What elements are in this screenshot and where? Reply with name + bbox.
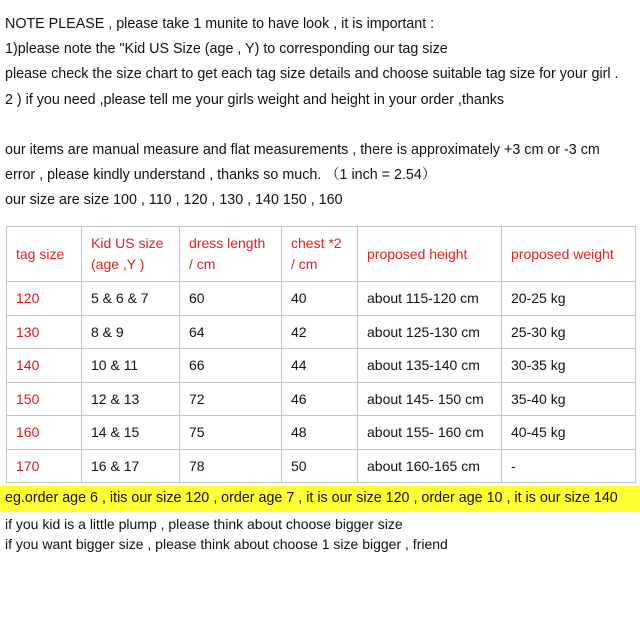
header-proposed-height: proposed height [358,227,502,282]
header-kid-us-size-line2: (age ,Y ) [91,256,145,272]
header-proposed-weight: proposed weight [502,227,636,282]
cell-chest: 42 [282,315,358,349]
table-row [7,282,636,316]
cell-kid-us-size: 5 & 6 & 7 [82,282,180,316]
cell-proposed-height: about 125-130 cm [358,315,502,349]
cell-kid-us-size: 12 & 13 [82,382,180,416]
example-highlight [0,486,640,512]
table-row [7,449,636,483]
footer-notes [5,515,448,554]
header-chest [282,227,358,282]
note-line-1: NOTE PLEASE , please take 1 munite to have look , it is important : [5,16,435,32]
size-chart [6,226,636,483]
header-chest-line1: chest *2 [291,235,342,251]
spacer [5,113,619,138]
note-line-3: please check the size chart to get each tag size details and choose suitable tag size for your girl . [5,66,619,83]
note-line-4: 2 ) if you need ,please tell me your girls weight and height in your order ,thanks [5,91,505,108]
note-line-6: error , please kindly understand , thanks so much. （1 inch = 2.54） [5,167,437,184]
cell-proposed-weight: 25-30 kg [502,315,636,349]
cell-kid-us-size: 8 & 9 [82,315,180,349]
cell-chest: 40 [282,282,358,316]
cell-proposed-height: about 145- 150 cm [358,382,502,416]
table-row [7,416,636,450]
note-line-7: our size are size 100 , 110 , 120 , 130 , 140 150 , 160 [5,192,343,209]
cell-proposed-weight: 40-45 kg [502,416,636,450]
cell-tag-size: 120 [7,282,82,316]
cell-dress-length: 64 [180,315,282,349]
example-text: eg.order age 6 , itis our size 120 , order age 7 , it is our size 120 , order age 10 , it is our size 140 [5,490,618,506]
size-table [6,226,636,483]
cell-tag-size: 130 [7,315,82,349]
cell-chest: 46 [282,382,358,416]
cell-dress-length: 75 [180,416,282,450]
cell-tag-size: 170 [7,449,82,483]
note-line-2: 1)please note the "Kid US Size (age , Y) to corresponding our tag size [5,41,448,58]
cell-tag-size: 160 [7,416,82,450]
footer-line-1: if you kid is a little plump , please think about choose bigger size [5,516,403,532]
cell-proposed-height: about 135-140 cm [358,349,502,383]
cell-dress-length: 72 [180,382,282,416]
cell-dress-length: 60 [180,282,282,316]
cell-proposed-weight: - [502,449,636,483]
footer-line-2: if you want bigger size , please think about choose 1 size bigger , friend [5,535,448,552]
cell-proposed-height: about 155- 160 cm [358,416,502,450]
table-row [7,349,636,383]
header-chest-line2: / cm [291,256,318,272]
cell-kid-us-size: 10 & 11 [82,349,180,383]
header-tag-size: tag size [7,227,82,282]
note-line-5: our items are manual measure and flat measurements , there is approximately +3 cm or -3 cm [5,141,600,158]
cell-proposed-weight: 30-35 kg [502,349,636,383]
cell-dress-length: 66 [180,349,282,383]
cell-chest: 50 [282,449,358,483]
cell-chest: 48 [282,416,358,450]
cell-kid-us-size: 14 & 15 [82,416,180,450]
cell-proposed-weight: 35-40 kg [502,382,636,416]
header-dress-length-line2: / cm [189,256,216,272]
cell-proposed-height: about 160-165 cm [358,449,502,483]
header-dress-length [180,227,282,282]
table-header-row [7,227,636,282]
table-row [7,315,636,349]
table-body [7,282,636,483]
cell-tag-size: 150 [7,382,82,416]
cell-tag-size: 140 [7,349,82,383]
header-kid-us-size [82,227,180,282]
header-kid-us-size-line1: Kid US size [91,235,164,251]
cell-proposed-height: about 115-120 cm [358,282,502,316]
cell-kid-us-size: 16 & 17 [82,449,180,483]
table-row [7,382,636,416]
cell-proposed-weight: 20-25 kg [502,282,636,316]
notes-block [5,12,619,213]
cell-chest: 44 [282,349,358,383]
header-dress-length-line1: dress length [189,235,266,251]
cell-dress-length: 78 [180,449,282,483]
